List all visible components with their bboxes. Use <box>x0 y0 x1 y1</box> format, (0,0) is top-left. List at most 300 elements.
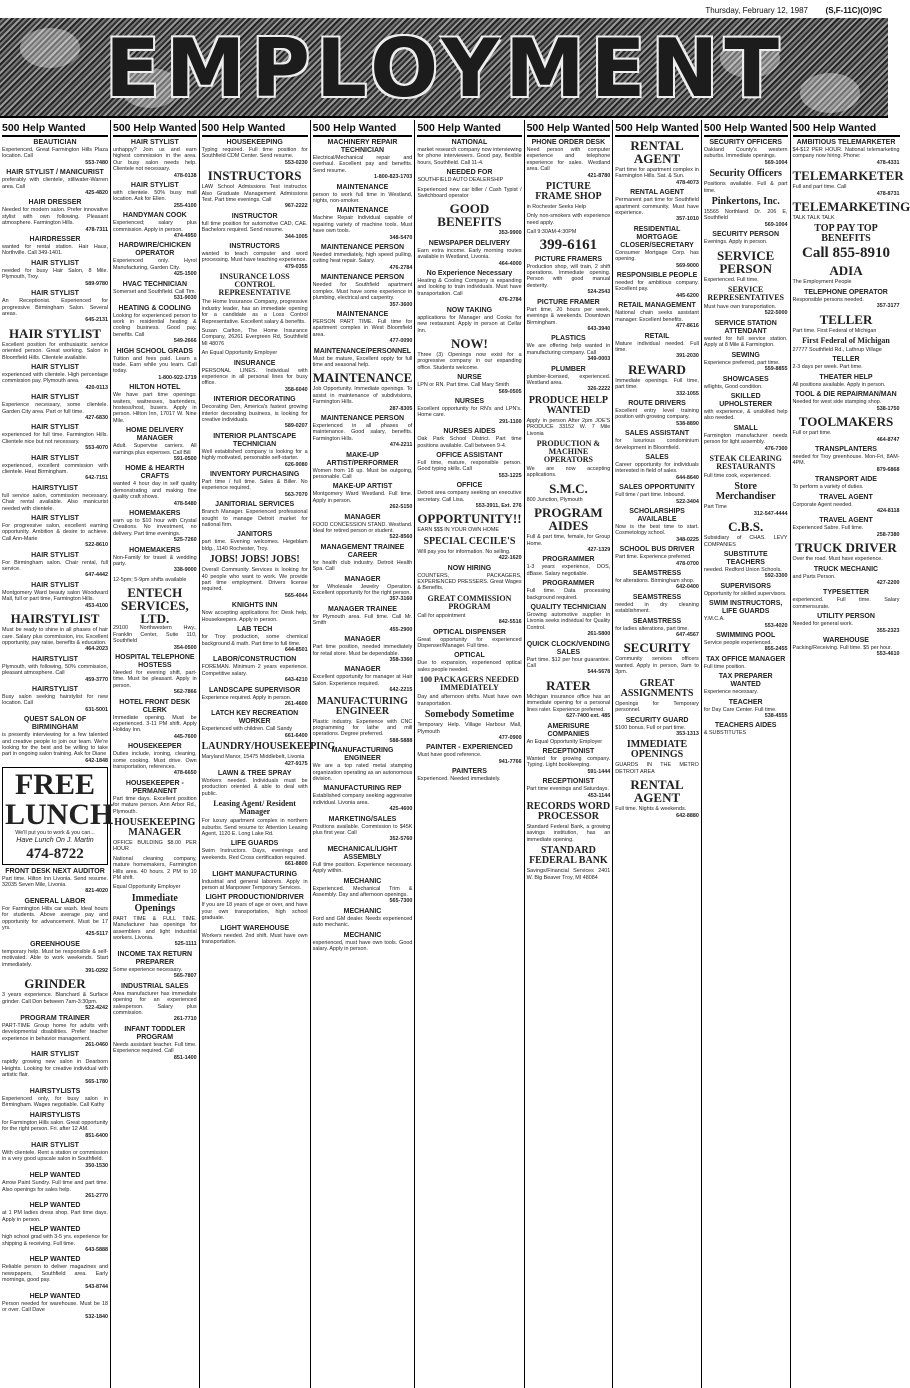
classified-ad <box>313 544 413 573</box>
ad-body: Oakland County's western suburbs. Immediate openings. <box>703 147 788 160</box>
ad-body: Detroit area company seeking an executive secretary. Call Lisa. <box>417 490 522 503</box>
classified-ad <box>2 199 108 233</box>
ad-title: HOUSEKEEPER - PERMANENT <box>125 779 184 795</box>
ad-body: Part time. Experience preferred. <box>615 554 692 561</box>
classified-ad <box>113 465 197 507</box>
ad-title: MACHINERY REPAIR TECHNICIAN <box>327 139 398 154</box>
ad-phone: 525-1111 <box>174 941 197 948</box>
ad-body: with clientele. 50% busy mall location. Ask for Ellen. <box>113 190 197 203</box>
classified-ad <box>113 654 197 696</box>
classified-ad <box>417 537 521 562</box>
ad-body: Decorating Den, America's fastest growing interior decorating business, is looking for creative individuals. <box>201 404 308 423</box>
ad-body: Farmington manufacturer needs person for light assembly. <box>703 432 788 446</box>
ad-title: LAWN & TREE SPRAY <box>217 769 292 777</box>
classified-ad <box>615 302 699 329</box>
classified-ad <box>417 240 521 267</box>
ad-title: MECHANIC <box>343 877 382 885</box>
ad-phone: 445-7600 <box>173 733 197 740</box>
classified-ad <box>793 494 900 515</box>
ad-title: HOMEMAKERS <box>129 510 181 518</box>
ad-phone: 453-1144 <box>587 792 611 799</box>
ad-phone: 459-3770 <box>85 676 108 683</box>
ad-phone: 524-2543 <box>587 289 611 296</box>
ad-body: For Birmingham salon. Chair rental, full service. <box>2 559 108 573</box>
ad-headline: RENTAL AGENT <box>630 777 684 806</box>
ad-title: OPTICAL DISPENSER <box>432 628 506 636</box>
ad-phone: 627-7400 ext. 485 <box>566 713 611 720</box>
ad-body: plumber-licensed, experienced. Westland area. <box>526 373 611 386</box>
ad-title: LIFE GUARDS <box>230 840 279 848</box>
banner-title: EMPLOYMENT <box>105 21 785 115</box>
classified-ad <box>202 800 308 837</box>
ad-title: HAIR STYLIST <box>31 454 79 462</box>
ad-title: HAIR STYLIST <box>130 182 179 190</box>
classified-ad <box>615 594 699 615</box>
ad-phone: 474-8722 <box>26 845 84 862</box>
ad-body: Electrical/Mechanical repair and overhaul. Excellent pay and benefits. Send resume. <box>312 155 413 174</box>
ad-body: Earn extra income. Early morning routes available in Westland, Livonia. <box>417 247 522 261</box>
classified-ad <box>2 1051 108 1085</box>
ad-title: INTERIOR PLANTSCAPE TECHNICIAN <box>213 432 297 448</box>
classified-ad <box>113 699 197 741</box>
ad-headline: INSTRUCTORS <box>207 168 302 184</box>
ad-body: Part time. First Federal of Michigan <box>792 327 877 334</box>
page-code: (S,F-11C)(O)9C <box>825 6 882 15</box>
classified-ad <box>313 697 413 745</box>
ad-body: for Farmington Hills salon. Great opportunity for the right person. Fri. after 12 AM. <box>2 1119 108 1133</box>
ad-body: 29100 Northwestern Hwy., Franklin Center, Suite 110, Southfield <box>113 625 197 645</box>
ad-phone: 532-1840 <box>85 1313 108 1320</box>
ad-headline: FREE <box>14 768 95 802</box>
classified-ad <box>417 676 521 707</box>
classified-ad <box>113 547 197 574</box>
classified-ad <box>417 512 521 533</box>
ad-phone: 261-7710 <box>173 1016 197 1023</box>
ad-body: and Parts Person. <box>792 573 836 580</box>
classified-ad <box>527 723 611 745</box>
classified-ad <box>417 139 521 166</box>
ad-title: HVAC TECHNICIAN <box>122 280 188 288</box>
ad-headline: ENTECH SERVICES, LTD. <box>120 585 189 627</box>
column-heading: 500 Help Wanted <box>417 120 521 137</box>
ad-body: Established company seeking aggressive individual. Livonia area. <box>312 793 413 806</box>
ad-body: Experienced. Needed immediately. <box>417 776 501 783</box>
ad-phone: 562-7866 <box>173 689 197 696</box>
classified-ad <box>2 1256 108 1290</box>
classified-ad <box>527 506 611 553</box>
ad-body: Montgomery Ward Westland. Full time. Apply in person. <box>312 491 413 504</box>
ad-title: NURSES AIDES <box>443 428 496 436</box>
ad-body: Workers needed. Individuals must be production oriented & able to deal with public. <box>201 777 308 797</box>
classified-ad <box>202 273 308 325</box>
ad-title: HAIR STYLIST <box>31 394 79 402</box>
ad-body: Y.M.C.A. <box>703 616 725 623</box>
classified-ad <box>113 281 197 302</box>
classified-ad <box>704 699 788 720</box>
ad-headline: LAUNDRY/HOUSEKEEPING <box>201 741 336 753</box>
classified-ad <box>202 360 308 394</box>
ad-body: Experienced only, for busy salon in Birmingham. Wages negotiable. Call Kathy <box>2 1095 108 1109</box>
ad-phone: 661-6400 <box>284 732 308 739</box>
ad-phone: 427-6830 <box>85 414 108 421</box>
ad-body: Positions available. Full & part time. <box>703 181 788 194</box>
ad-body: Ford and GM dealer. Needs experienced auto mechanic. <box>312 915 413 929</box>
ad-body: GUARDS IN THE METRO DETROIT AREA <box>615 762 699 775</box>
classified-ad <box>202 687 308 708</box>
ad-phone: 855-2455 <box>764 646 788 653</box>
ad-body: Needed for west side stamping shop. <box>792 399 882 406</box>
column-heading: 500 Help Wanted <box>313 120 413 137</box>
classified-ad <box>202 350 308 356</box>
ad-body: National chain seeks assistant manager. Excellent benefits. <box>615 310 699 323</box>
ad-body: at 1 PM ladies dress shop. Part time days. Apply in person. <box>2 1210 108 1223</box>
classified-ad <box>2 1015 108 1049</box>
ad-body: Apply in person After 2pm JOE'S PRODUCE 33152 W. 7 Mile Livonia <box>526 417 611 437</box>
classified-ad <box>417 652 521 673</box>
ad-body: Full time. Nights & weekends. <box>615 806 687 813</box>
ad-phone: 478-4073 <box>676 179 699 186</box>
ad-body: wanted for full service station. Apply at 8 Mile & Farmington. <box>703 335 788 349</box>
ad-headline: MANUFACTURING ENGINEER <box>317 695 408 717</box>
ad-phone: 479-0355 <box>284 263 308 270</box>
ad-body: Experienced. Mechanical Trim & Assembly. Day and afternoon openings. <box>312 885 413 899</box>
ad-body: Experienced new car biller / Cash Typist / Switchboard operator <box>417 186 522 200</box>
classified-ad <box>615 778 699 819</box>
ad-title: HOME & HEARTH CRAFTS <box>125 465 185 481</box>
classified-ad <box>615 139 699 186</box>
ad-body: Industrial and general laborers. Apply in person at Manpower Temporary Services. <box>201 878 308 892</box>
ad-headline: GRINDER <box>24 976 86 992</box>
ad-phone: 478-8731 <box>876 190 900 197</box>
ad-body: wanted 4 hour day in self quality demonstrating and making fine quality craft shows. <box>113 481 197 501</box>
ad-title: THEATER HELP <box>819 373 873 381</box>
ad-title: GREENHOUSE <box>30 940 80 948</box>
classified-ad <box>417 710 521 741</box>
classified-ad <box>202 840 308 867</box>
classified-ad <box>202 626 308 653</box>
classified-ad <box>2 612 108 653</box>
ad-phone: 352-5760 <box>389 836 413 843</box>
ad-headline: TELLER <box>819 311 873 327</box>
classified-ad <box>615 272 699 299</box>
ad-title: WAREHOUSE <box>823 637 869 644</box>
ad-headline: Immediate Openings <box>131 892 178 914</box>
ad-body: We are offering help wanted in manufacturing company. Call <box>526 343 611 356</box>
ad-body: Service people experienced. <box>703 640 772 646</box>
classified-ad <box>793 139 900 166</box>
ad-body: Machine Repair Individual capable of repairing variety of machine tools. Must have own tools. <box>312 215 413 235</box>
ad-phone: 645-2131 <box>85 317 108 324</box>
classified-ad <box>2 1202 108 1223</box>
ad-title: TRANSPLANTERS <box>815 445 877 453</box>
ad-title: INSTRUCTORS <box>229 243 280 251</box>
ad-title: HAIRSTYLISTS <box>29 1087 81 1095</box>
ad-body: Full & part time, female, for Group Home. <box>526 534 611 547</box>
ad-body: All positions available. Apply in person. <box>792 381 886 388</box>
classified-ad <box>417 398 521 425</box>
ad-title: TELEPHONE OPERATOR <box>804 288 888 296</box>
ad-phone: 349-0003 <box>587 356 611 363</box>
ad-title: HELP WANTED <box>29 1226 81 1234</box>
column-heading: 500 Help Wanted <box>527 120 611 137</box>
ad-headline: SPECIAL CECILE'S <box>423 535 516 547</box>
classified-ad <box>2 327 108 361</box>
ad-body: Full time position. <box>703 663 746 670</box>
ad-headline: STEAK CLEARING RESTAURANTS <box>709 453 782 471</box>
ad-phone: 644-8501 <box>284 646 308 653</box>
ad-phone: 477-8616 <box>676 323 699 330</box>
ad-body: Full time position. Experience necessary. Apply within. <box>312 861 413 875</box>
classified-ad <box>417 337 521 371</box>
classified-ad <box>704 393 788 422</box>
classified-ad <box>2 515 108 549</box>
ad-phone: 642-7151 <box>85 475 108 482</box>
ad-title: MECHANIC <box>343 931 382 939</box>
column-heading: 500 Help Wanted <box>615 120 699 137</box>
ad-title: PAINTERS <box>452 768 487 776</box>
ad-title: TRAVEL AGENT <box>819 493 873 501</box>
classified-ad <box>113 384 197 424</box>
ad-phone: 647-4442 <box>85 572 108 579</box>
classified-ad <box>202 602 308 623</box>
ad-title: HAIRSTYLIST <box>32 685 78 693</box>
ad-title: SCHOOL BUS DRIVER <box>619 546 695 554</box>
classified-ad <box>202 894 308 921</box>
ad-title: HELP WANTED <box>29 1256 81 1264</box>
ad-phone: 642-0400 <box>676 584 699 591</box>
classified-ad <box>615 333 699 360</box>
ad-title: INVENTORY PURCHASING <box>209 471 300 478</box>
ad-phone: 549-2666 <box>173 338 197 345</box>
ad-body: Only non-smokers with experience need apply. <box>526 213 611 226</box>
ad-title: SKILLED UPHOLSTERER <box>719 392 773 408</box>
ad-headline: Security Officers <box>709 168 782 180</box>
classified-ad <box>113 348 197 382</box>
ad-body: Branch Manager. Experienced professional sought to manage Detroit market for national firm. <box>201 509 308 529</box>
ad-phone: 357-1010 <box>676 216 699 223</box>
classified-ad <box>615 189 699 223</box>
ad-body: Heating & Cooling Company is expanding and looking to train individuals. Must have transportation. Call <box>417 278 522 297</box>
ad-body: Needed for Southfield apartment complex. Must have some experience in plumbing, electrical and carpentry. <box>312 282 413 302</box>
ad-title: RESIDENTIAL MORTGAGE CLOSER/SECRETARY <box>620 225 694 249</box>
classified-ad <box>313 415 413 449</box>
classified-ad <box>704 600 788 629</box>
ad-phone: 941-7766 <box>498 758 522 765</box>
ad-title: TAX PREPARER WANTED <box>718 673 773 689</box>
ad-body: Experienced in all phases of maintenance. Good salary, benefits. Farmington Hills. <box>312 422 413 442</box>
ad-body: earn up to $10 hour with Crystal Creations. No investment, no delivery. Part time evenings. <box>113 518 197 537</box>
ad-title: TOOL & DIE REPAIRMAN/MAN <box>795 391 897 399</box>
ad-phone: 559-8855 <box>764 366 788 373</box>
ad-body: Somerset and Southfield. Call Tim. <box>113 288 196 295</box>
ad-title: TEACHER <box>728 698 763 706</box>
ad-body: FOREMAN. Minimum 2 years experience. Competitive salary. <box>201 664 308 677</box>
ad-title: SUBSTITUTE TEACHERS <box>723 550 768 566</box>
classified-ad <box>704 249 788 283</box>
ad-phone: 474-2211 <box>389 442 413 449</box>
ad-body: Immediate openings. Full time, part time. <box>615 377 699 391</box>
ad-body: w/lights, Good condition. <box>703 383 763 390</box>
ad-title: HAIRDRESSER <box>29 236 81 244</box>
ad-phone: 422-1620 <box>498 555 522 562</box>
ad-body: SOUTHFIELD AUTO DEALERSHIP <box>417 177 504 184</box>
ad-title: HAIR STYLIST <box>31 424 79 432</box>
ad-phone: 563-7070 <box>284 491 308 498</box>
classified-ad <box>417 428 521 449</box>
column-heading: 500 Help Wanted <box>113 120 197 137</box>
ad-title: HAIRSTYLISTS <box>29 1111 81 1119</box>
classified-ad <box>793 541 900 562</box>
ad-body: Needed immediately, high speed pulling, cutting heat repair. Salary. <box>312 252 413 265</box>
ad-phone: 553-7480 <box>85 159 108 166</box>
ad-body: Need person with computer experience and telephone experience for sales. Westland area. Call <box>526 147 611 173</box>
ad-body: 800 Junction, Plymouth <box>526 496 583 503</box>
classified-ad <box>202 139 308 166</box>
ad-phone: 522-4242 <box>85 1005 108 1012</box>
section-banner <box>0 18 888 118</box>
classified-ad <box>202 555 308 599</box>
ad-body: Well established company is looking for a highly motivated, personable self-starter. <box>201 448 308 462</box>
classified-ad <box>527 366 611 393</box>
classified-ad <box>313 184 413 205</box>
ad-title: OPTICAL <box>454 652 485 660</box>
classified-ad <box>202 656 308 683</box>
ad-title: HILTON HOTEL <box>129 384 181 392</box>
classified-ad <box>527 213 611 226</box>
classified-ad <box>313 452 413 481</box>
ad-phone: 522-8610 <box>85 542 108 549</box>
ad-body: Positions available. Commission to $45K plus first year. Call <box>312 823 413 836</box>
ad-title: NURSE <box>457 374 482 382</box>
classified-ad <box>2 977 108 1011</box>
ad-body: Experienced; salary plus commission. Apply in person. <box>113 220 197 233</box>
classified-ad <box>113 884 197 890</box>
ad-title: TEACHERS AIDES <box>714 722 777 730</box>
ad-phone: 851-1400 <box>173 1054 197 1061</box>
ad-body: needed for ambitious company. Excellent pay. <box>615 280 699 293</box>
ad-title: MAKE-UP ARTIST/PERFORMER <box>326 451 399 467</box>
ad-headline: TRUCK DRIVER <box>795 540 897 556</box>
classified-ad <box>313 348 413 369</box>
classified-ad <box>2 485 108 512</box>
ad-title: RENTAL AGENT <box>630 189 684 197</box>
ad-body: Corporate Agent needed. <box>792 501 853 508</box>
ad-title: PLASTICS <box>551 335 586 343</box>
ad-body: Now is the best time to start. Cosmetology school. <box>615 524 699 537</box>
classified-ad <box>793 589 900 610</box>
ad-body: experienced, must have own tools. Good salary. Apply in person. <box>312 939 413 953</box>
ad-title: HELP WANTED <box>29 1202 81 1210</box>
ad-phone: 478-0700 <box>676 560 699 567</box>
ad-body: FOOD CONCESSION STAND. Westland. Ideal for retired person or student. <box>312 521 413 535</box>
classified-ad <box>527 604 611 638</box>
ad-body: Due to expansion, experienced optical sales people needed. <box>417 660 522 673</box>
ad-body: Consumer Mortgage Corp. has opening. <box>615 249 699 263</box>
classified-ad <box>202 328 308 347</box>
classified-column <box>525 120 614 1388</box>
ad-body: Must have good reference. <box>417 752 482 759</box>
ad-headline: HAIRSTYLIST <box>10 611 100 627</box>
ad-body: needed for busy Hair Salon, 8 Mile. Plymouth, Troy. <box>2 267 108 281</box>
ad-title: AMBITIOUS TELEMARKETER <box>796 139 896 146</box>
classified-ad <box>615 454 699 481</box>
ad-body: 15565 Northland Dr. 206 E, Southfield <box>703 209 788 222</box>
ad-phone: 464-2023 <box>85 646 108 653</box>
ad-body: Needed for modern salon. Prefer innovative stylist with own following. Pleasant atmosphere. Farmington Hills. <box>2 207 108 227</box>
classified-ad <box>313 785 413 812</box>
ad-title: HAIR STYLIST <box>31 515 79 523</box>
ad-body: Part time evenings and Saturdays. <box>526 786 609 793</box>
ad-phone: 589-9780 <box>85 280 108 287</box>
ad-body: Part time, 20 hours per week, evenings & weekends. Downtown Birmingham. <box>526 306 611 326</box>
ad-body: for Day Care Center. Full time. <box>703 706 777 713</box>
ad-body: Needs assistant teacher. Full time. Experience required. Call <box>113 1041 197 1055</box>
ad-body: $4-$12 PER HOUR. National telemarketing company now hiring. Phone: <box>792 147 900 160</box>
ad-title: SEAMSTRESS <box>632 617 682 625</box>
classified-ad <box>113 1026 197 1061</box>
classified-ad <box>417 595 521 626</box>
ad-title: LIGHT MANUFACTURING <box>212 870 298 878</box>
ad-body: Needed for general work. <box>792 621 854 628</box>
ad-title: HAIR STYLIST <box>31 290 79 298</box>
ad-title: HAIR STYLIST <box>31 1051 79 1059</box>
ad-phone: 350-1530 <box>85 1162 108 1169</box>
classified-ad <box>2 139 108 166</box>
ad-title: INSURANCE <box>233 359 276 367</box>
ad-body: with experience, & unskilled help also needed. <box>703 408 788 422</box>
ad-body: Experienced. Full time. <box>703 276 759 283</box>
classified-ad <box>527 482 611 503</box>
ad-body: part time. Evening welcomes. Hegeblam bldg., 1140 Rochester, Troy. <box>201 539 308 552</box>
ad-body: National cleaning company, mature homemakers, Farmington Hills area. 40 hours. 2 PM to 10 PM shift. <box>113 855 197 882</box>
ad-body: experienced for full time. Farmington Hills. Clientele nice but not necessary. <box>2 432 108 445</box>
ad-title: RECEPTIONIST <box>542 778 595 786</box>
classified-ad <box>527 440 611 479</box>
classified-ad <box>704 722 788 736</box>
classified-ad <box>313 908 413 929</box>
ad-body: An Equal Opportunity Employer <box>201 350 278 357</box>
ad-phone: 522-3404 <box>676 498 699 505</box>
ad-body: PART-TIME Group home for adults with developmental disabilities. Prefer teacher experience in behavior management. <box>2 1022 108 1042</box>
ad-title: OFFICE <box>456 482 483 490</box>
ad-body: Overall Community Services is looking for 40 people who want to work. We provide part time employment. Drivers license required. <box>201 567 308 593</box>
ad-title: NATIONAL <box>451 139 488 146</box>
classified-ad <box>704 551 788 580</box>
classified-ad <box>2 1226 108 1253</box>
ad-title: MAINTENANCE <box>336 207 389 215</box>
ad-headline: MAINTENANCE <box>312 370 413 386</box>
classified-ad <box>615 570 699 591</box>
classified-ad <box>704 520 788 548</box>
classified-ad <box>793 476 900 490</box>
ad-body: Packing/Receiving. Full time. $5 per hour. <box>792 645 892 651</box>
classified-ad <box>2 582 108 609</box>
ad-title: INCOME TAX RETURN PREPARER <box>117 950 193 966</box>
ad-title: NOW HIRING <box>447 564 492 572</box>
ad-phone: 565-1780 <box>85 1078 108 1085</box>
ad-title: NEEDED FOR <box>446 169 493 177</box>
ad-title: INDUSTRIAL SALES <box>121 982 189 990</box>
ad-phone: 478-7311 <box>85 226 108 233</box>
classified-ad <box>615 363 699 397</box>
ad-body: Part Time <box>703 504 727 511</box>
ad-phone: 522-5000 <box>764 310 788 317</box>
ad-phone: 569-1004 <box>764 159 788 166</box>
ad-title: HELP WANTED <box>29 1293 81 1301</box>
ad-title: HEATING & COOLING <box>118 304 192 312</box>
ad-phone: 565-7807 <box>173 973 197 980</box>
classified-ad <box>704 320 788 349</box>
